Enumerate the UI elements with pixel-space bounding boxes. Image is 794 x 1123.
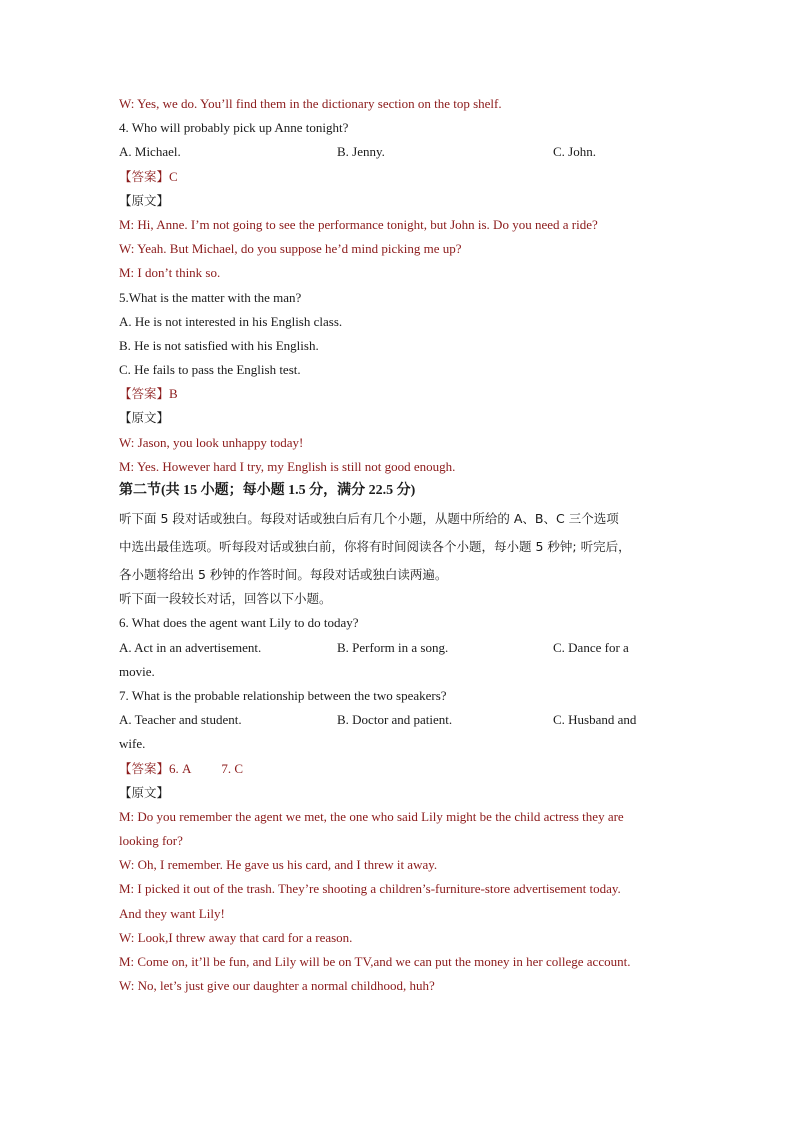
original-text-tag: 【原文】 [119, 784, 170, 800]
option-b: B. Doctor and patient. [337, 712, 453, 728]
dialogue-line: M: Do you remember the agent we met, the one who said Lily might be the child actress they are [119, 808, 624, 824]
option-c: C. John. [553, 144, 596, 160]
option-c-continuation: movie. [119, 663, 155, 679]
option-a: A. Act in an advertisement. [119, 639, 262, 655]
option-a: A. Teacher and student. [119, 712, 242, 728]
answer-value: 6. A [169, 760, 192, 776]
dialogue-line: M: I picked it out of the trash. They’re shooting a children’s-furniture-store advertisement today. [119, 881, 621, 897]
answer-tag: 【答案】 [119, 760, 170, 776]
instruction-line: 各小题将给出 5 秒钟的作答时间。每段对话或独白读两遍。 [119, 567, 448, 583]
answer-value: 7. C [221, 760, 244, 776]
question-5: 5.What is the matter with the man? [119, 289, 302, 305]
dialogue-line: W: Jason, you look unhappy today! [119, 434, 304, 450]
instruction-line: 听下面一段较长对话，回答以下小题。 [119, 591, 332, 607]
original-text-tag: 【原文】 [119, 192, 170, 208]
answer-value: C [169, 168, 178, 184]
dialogue-line: W: Oh, I remember. He gave us his card, and I threw it away. [119, 857, 438, 873]
answer-tag: 【答案】 [119, 168, 170, 184]
original-text-tag: 【原文】 [119, 410, 170, 426]
section-title: 第二节(共 15 小题；每小题 1.5 分，满分 22.5 分) [119, 483, 416, 498]
option-b: B. He is not satisfied with his English. [119, 337, 319, 353]
instructions [119, 505, 679, 589]
options-row-q4 [119, 142, 679, 166]
answer-tag: 【答案】 [119, 386, 170, 402]
dialogue-line: M: Yes. However hard I try, my English is still not good enough. [119, 458, 456, 474]
dialogue-line: And they want Lily! [119, 905, 225, 921]
dialogue-line: looking for? [119, 833, 183, 849]
option-c-continuation: wife. [119, 736, 146, 752]
option-b: B. Perform in a song. [337, 639, 449, 655]
dialogue-line: W: No, let’s just give our daughter a normal childhood, huh? [119, 978, 435, 994]
question-6: 6. What does the agent want Lily to do today? [119, 615, 359, 631]
options-row-q6 [119, 638, 679, 662]
question-4: 4. Who will probably pick up Anne tonight? [119, 120, 349, 136]
dialogue-line: W: Yes, we do. You’ll find them in the dictionary section on the top shelf. [119, 96, 502, 111]
document-page [119, 94, 679, 1000]
dialogue-line: W: Look,I threw away that card for a reason. [119, 929, 353, 945]
answer-line [119, 167, 679, 191]
option-c: C. Husband and [553, 712, 637, 728]
dialogue-line: W: Yeah. But Michael, do you suppose he’d mind picking me up? [119, 241, 462, 257]
option-c: C. Dance for a [553, 639, 629, 655]
answer-line [119, 384, 679, 408]
option-b: B. Jenny. [337, 144, 385, 160]
answer-line [119, 759, 679, 783]
dialogue-line: M: Hi, Anne. I’m not going to see the performance tonight, but John is. Do you need a ride? [119, 216, 598, 232]
dialogue-line: M: I don’t think so. [119, 265, 221, 281]
question-7: 7. What is the probable relationship between the two speakers? [119, 687, 447, 703]
instruction-line: 中选出最佳选项。听每段对话或独白前，你将有时间阅读各个小题，每小题 5 秒钟; 听完后， [119, 539, 631, 555]
instruction-line: 听下面 5 段对话或独白。每段对话或独白后有几个小题，从题中所给的 A、B、C 三个选项 [119, 511, 619, 527]
dialogue-line: M: Come on, it’ll be fun, and Lily will be on TV,and we can put the money in her college account. [119, 954, 631, 969]
option-c: C. He fails to pass the English test. [119, 362, 301, 378]
answer-value: B [169, 386, 178, 402]
option-a: A. Michael. [119, 144, 181, 160]
option-a: A. He is not interested in his English class. [119, 313, 343, 329]
options-row-q7 [119, 710, 679, 734]
